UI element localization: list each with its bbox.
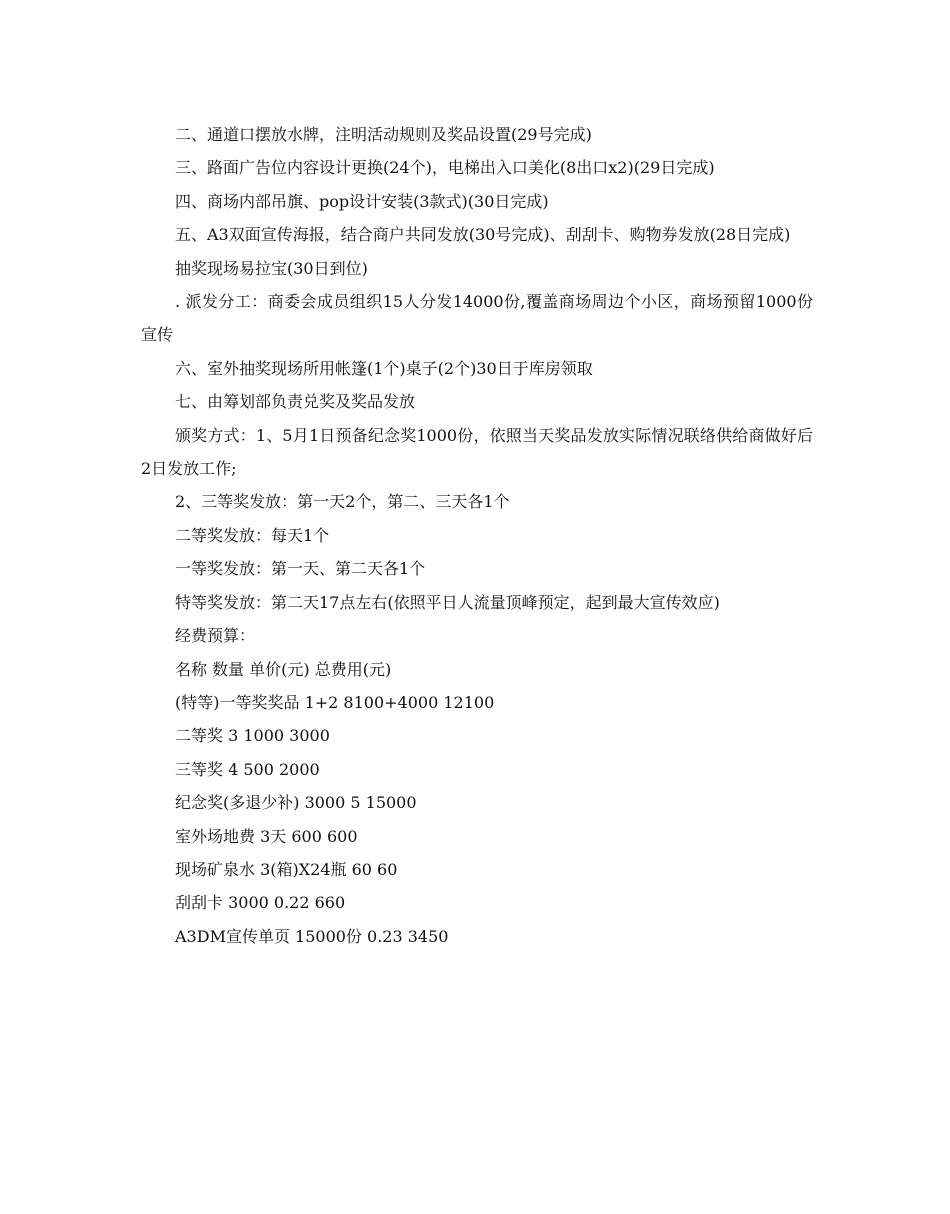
paragraph-second-prize: 二等奖发放：每天1个 (175, 525, 330, 545)
budget-row-venue: 室外场地费 3天 600 600 (175, 826, 358, 846)
budget-row-first-prize: (特等)一等奖奖品 1+2 8100+4000 12100 (175, 692, 495, 712)
paragraph-rollup: 抽奖现场易拉宝(30日到位) (175, 258, 368, 278)
paragraph-grand-prize: 特等奖发放：第二天17点左右(依照平日人流量顶峰预定，起到最大宣传效应) (175, 592, 720, 612)
budget-row-third-prize: 三等奖 4 500 2000 (175, 759, 320, 779)
paragraph-first-prize: 一等奖发放：第一天、第二天各1个 (175, 559, 426, 579)
budget-header-row: 名称 数量 单价(元) 总费用(元) (175, 659, 392, 679)
paragraph-planning-dept: 七、由筹划部负责兑奖及奖品发放 (175, 392, 416, 412)
paragraph-distribution: . 派发分工：商委会成员组织15人分发14000份,覆盖商场周边个小区，商场预留1000份宣传 (141, 292, 813, 345)
paragraph-third-prize: 2、三等奖发放：第一天2个，第二、三天各1个 (175, 492, 510, 512)
paragraph-water-sign: 二、通道口摆放水牌，注明活动规则及奖品设置(29号完成) (175, 125, 592, 144)
budget-row-scratch-card: 刮刮卡 3000 0.22 660 (175, 893, 346, 913)
paragraph-posters: 五、A3双面宣传海报，结合商户共同发放(30号完成)、刮刮卡、购物券发放(28日完成) (175, 225, 791, 245)
paragraph-tent: 六、室外抽奖现场所用帐篷(1个)桌子(2个)30日于库房领取 (175, 358, 593, 378)
paragraph-budget-heading: 经费预算： (175, 626, 256, 646)
budget-row-second-prize: 二等奖 3 1000 3000 (175, 726, 330, 746)
budget-row-flyer: A3DM宣传单页 15000份 0.23 3450 (175, 926, 449, 946)
paragraph-award-method: 颁奖方式：1、5月1日预备纪念奖1000份，依照当天奖品发放实际情况联络供给商做好后2日发放工作; (141, 425, 813, 479)
paragraph-road-ads: 三、路面广告位内容设计更换(24个)，电梯出入口美化(8出口x2)(29日完成) (175, 158, 715, 178)
paragraph-banners: 四、商场内部吊旗、pop设计安装(3款式)(30日完成) (175, 191, 549, 211)
document-body (141, 118, 813, 953)
budget-row-water: 现场矿泉水 3(箱)X24瓶 60 60 (175, 859, 398, 879)
budget-row-souvenir: 纪念奖(多退少补) 3000 5 15000 (175, 793, 417, 813)
